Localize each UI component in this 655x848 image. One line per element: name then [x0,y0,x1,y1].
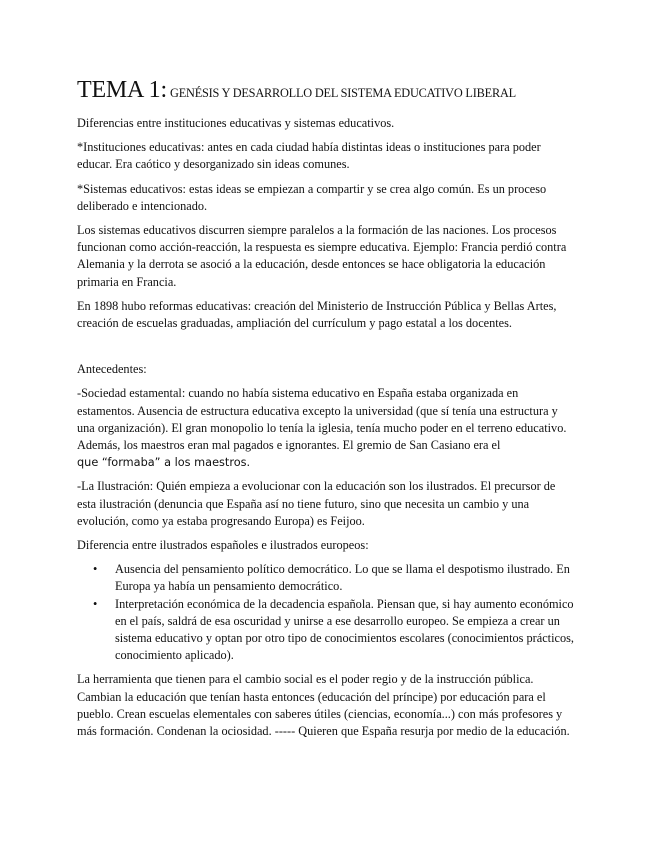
bullet-icon: • [93,562,98,577]
paragraph-differences: Diferencias entre instituciones educativas y sistemas educativos. [77,116,395,130]
list-item-text: Ausencia del pensamiento político democrático. Lo que se llama el despotismo ilustrado. En Europa ya había un pensamiento democrático. [115,562,570,594]
list-item [93,561,577,595]
paragraph-naciones: Los sistemas educativos discurren siempre paralelos a la formación de las naciones. Los procesos funcionan como acción-reacción, la respuesta es siempre educativa. Ejemplo: Francia perdió contra Alemania y la derrota se asoció a la educación, desde entonces se hace obligatoria la educación primaria en Francia. [77,223,567,289]
handwritten-style-text: que “formaba” a los maestros. [77,456,251,470]
paragraph-herramienta: La herramienta que tienen para el cambio social es el poder regio y de la instrucción pública. Cambian la educación que tenían hasta entonces (educación del príncipe) por educación para el pueblo. Crean escuelas elementales con saberes útiles (ciencias, economía...) con más profesores y más formación. Condenan la ociosidad. ----- Quieren que España resurja por medio de la educación. [77,672,570,739]
title-main: TEMA 1: [77,77,167,103]
bullet-icon: • [93,596,98,611]
bullet-list [77,561,577,664]
paragraph-sistemas: *Sistemas educativos: estas ideas se empiezan a compartir y se crea algo común. Es un proceso deliberado e intencionado. [77,181,547,213]
section-heading-antecedentes: Antecedentes: [77,362,147,377]
page-title [77,76,577,107]
paragraph-sociedad-estamental [77,385,577,471]
section-spacer [77,339,577,361]
document-body [77,76,577,747]
paragraph-ilustracion: -La Ilustración: Quién empieza a evolucionar con la educación son los ilustrados. El precursor de esta ilustración (denuncia que España así no tiene futuro, sino que necesita un cambio y una evolución, como ya estaba progresando Europa) es Feijoo. [77,479,556,528]
list-item [93,596,577,665]
list-item-text: Interpretación económica de la decadencia española. Piensan que, si hay aumento económico en el país, saldrá de esa oscuridad y unirse a ese desarrollo europeo. Se empieza a crear un sistema educativo y optan por otro tipo de conocimientos escolares (conocimientos prácticos, conocimiento aplicado). [115,596,574,663]
paragraph-diferencia-ilustrados: Diferencia entre ilustrados españoles e ilustrados europeos: [77,538,369,553]
paragraph-instituciones: *Instituciones educativas: antes en cada ciudad había distintas ideas o instituciones para poder educar. Era caótico y desorganizado sin ideas comunes. [77,140,541,172]
sociedad-estamental-text: -Sociedad estamental: cuando no había sistema educativo en España estaba organizada en estamentos. Ausencia de estructura educativa excepto la universidad (que sí tenía una estructura y una organización). El gran monopolio lo tenía la iglesia, tenía mucho poder en el terreno educativo. Además, los maestros eran mal pagados e ignorantes. El gremio de San Casiano era el [77,386,567,453]
title-subtitle: GENÉSIS Y DESARROLLO DEL SISTEMA EDUCATIVO LIBERAL [170,86,516,100]
paragraph-reformas-1898: En 1898 hubo reformas educativas: creación del Ministerio de Instrucción Pública y Bellas Artes, creación de escuelas graduadas, ampliación del currículum y pago estatal a los docentes. [77,298,557,331]
